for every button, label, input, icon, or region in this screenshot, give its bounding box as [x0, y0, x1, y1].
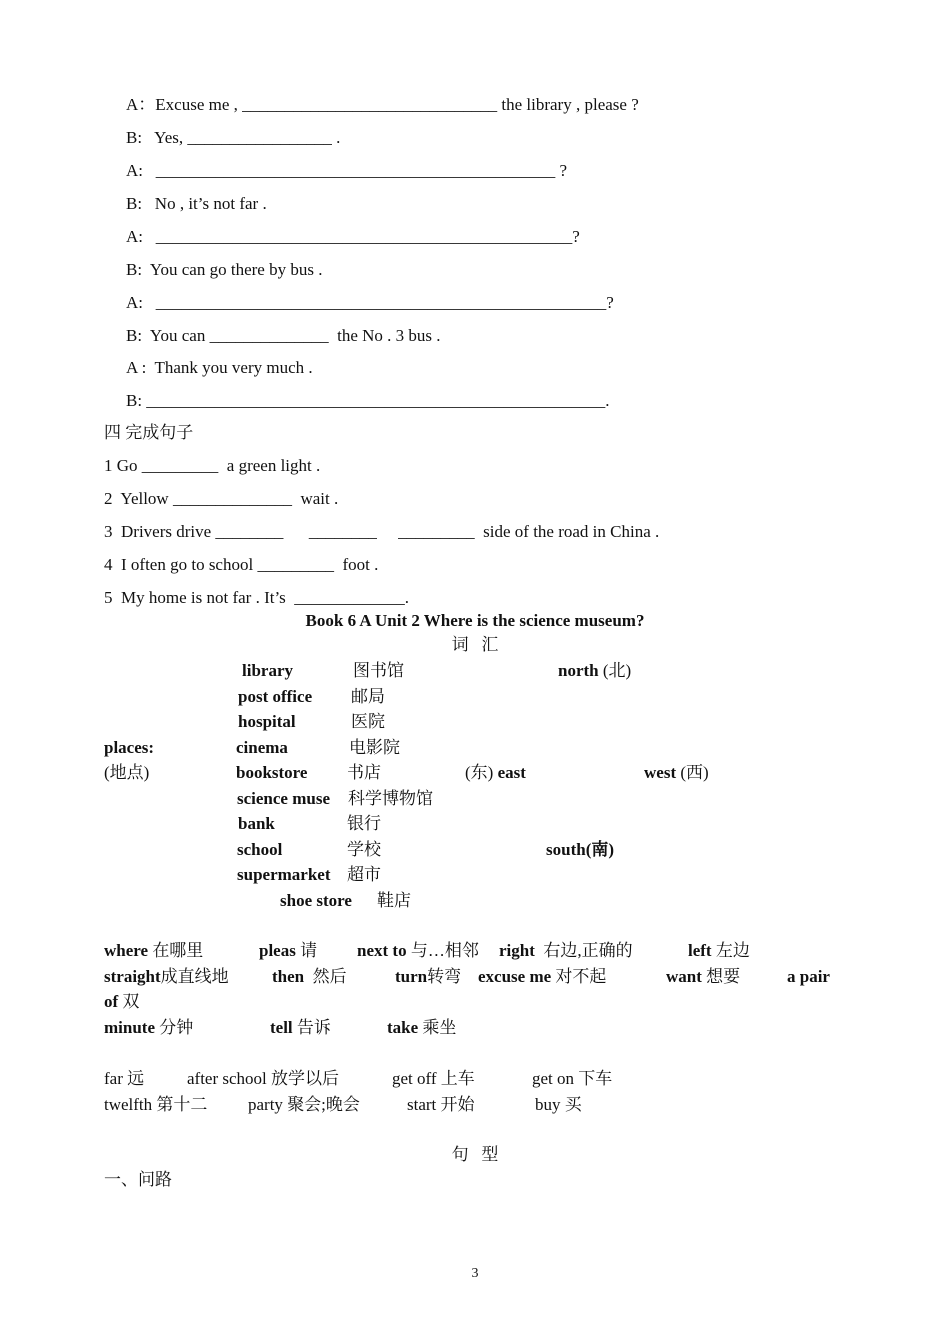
- place-zh: 科学博物馆: [348, 789, 433, 808]
- section-heading: 四 完成句子: [104, 423, 194, 442]
- word-zh: 与…相邻: [410, 941, 479, 960]
- word-entry: [104, 1018, 193, 1038]
- word-en: excuse me: [478, 967, 552, 986]
- word-en: next to: [357, 941, 407, 960]
- word-entry: [259, 941, 317, 961]
- word-entry: [666, 967, 740, 987]
- word-zh: 告诉: [296, 1018, 331, 1037]
- dialogue-line: B: No , it’s not far .: [126, 194, 267, 213]
- word-entry: [395, 967, 461, 987]
- word-entry: [104, 967, 229, 987]
- dialogue-line: A: _______________________________________________ ?: [126, 161, 568, 180]
- word-zh: 右边,正确的: [543, 941, 633, 960]
- direction-north: [558, 661, 631, 681]
- word-entry: [357, 941, 479, 961]
- word-zh: 分钟: [159, 1018, 194, 1037]
- places-label-zh: (地点): [104, 763, 150, 782]
- dialogue-line: B: Yes, _________________ .: [126, 128, 341, 147]
- dialogue-line: A: _________________________________________________?: [126, 227, 580, 246]
- word-en: minute: [104, 1018, 155, 1037]
- word-en: left: [688, 941, 712, 960]
- word-en: want: [666, 967, 702, 986]
- direction-zh: (西): [680, 763, 709, 782]
- place-en: bookstore: [236, 763, 308, 782]
- direction-en: west: [644, 763, 677, 782]
- place-zh: 医院: [351, 712, 385, 731]
- place-zh: 学校: [347, 840, 381, 859]
- word-entry: [499, 941, 633, 961]
- direction-east: [465, 763, 526, 783]
- direction-en: south: [546, 840, 586, 859]
- word-en: take: [387, 1018, 419, 1037]
- place-en: library: [242, 661, 293, 680]
- place-zh: 电影院: [349, 738, 400, 757]
- word-en: get on: [532, 1069, 575, 1088]
- direction-west: [644, 763, 709, 783]
- word-entry: [104, 1069, 144, 1089]
- word-entry: [248, 1095, 360, 1115]
- dialogue-line: B: You can go there by bus .: [126, 260, 323, 279]
- word-en: far: [104, 1069, 123, 1088]
- direction-south: [546, 840, 614, 860]
- word-en: turn: [395, 967, 428, 986]
- direction-en: east: [497, 763, 526, 782]
- word-entry: [270, 1018, 331, 1038]
- word-entry: [392, 1069, 475, 1089]
- word-en: tell: [270, 1018, 293, 1037]
- dialogue-line: B: You can ______________ the No . 3 bus .: [126, 326, 441, 345]
- place-en: hospital: [238, 712, 296, 731]
- word-entry: [104, 941, 203, 961]
- vocab-heading: 词 汇: [451, 635, 499, 654]
- place-en: science muse: [237, 789, 331, 808]
- word-entry: [532, 1069, 612, 1089]
- word-zh: 对不起: [555, 967, 607, 986]
- word-entry: [688, 941, 750, 961]
- word-entry: [272, 967, 347, 987]
- word-zh: 远: [127, 1069, 145, 1088]
- sub-heading: 一、问路: [104, 1170, 172, 1189]
- word-entry: [535, 1095, 582, 1115]
- word-zh: 在哪里: [152, 941, 204, 960]
- exercise-item: 2 Yellow ______________ wait .: [104, 489, 339, 508]
- word-en: where: [104, 941, 149, 960]
- dialogue-line: A：Excuse me , ______________________________ the library , please ?: [126, 95, 639, 114]
- place-en: bank: [238, 814, 275, 833]
- word-entry: [407, 1095, 475, 1115]
- places-label: places:: [104, 738, 155, 757]
- dialogue-line: B: ______________________________________________________.: [126, 391, 610, 410]
- word-entry: [187, 1069, 339, 1089]
- word-en: twelfth: [104, 1095, 153, 1114]
- direction-zh: (北): [602, 661, 632, 680]
- word-zh: 放学以后: [271, 1069, 340, 1088]
- place-en: cinema: [236, 738, 288, 757]
- word-en: after school: [187, 1069, 267, 1088]
- word-zh: 上车: [440, 1069, 475, 1088]
- place-zh: 图书馆: [353, 661, 404, 680]
- place-zh: 银行: [347, 814, 381, 833]
- word-zh: 聚会;晚会: [287, 1095, 360, 1114]
- word-en: of: [104, 992, 119, 1011]
- place-zh: 超市: [347, 865, 381, 884]
- place-zh: 鞋店: [377, 891, 411, 910]
- place-en: supermarket: [237, 865, 331, 884]
- word-zh: 请: [300, 941, 318, 960]
- exercise-item: 3 Drivers drive ________ ________ _________ side of the road in China .: [104, 522, 660, 541]
- word-entry: [478, 967, 606, 987]
- place-en: shoe store: [280, 891, 352, 910]
- word-zh: 第十二: [156, 1095, 208, 1114]
- place-zh: 邮局: [351, 687, 385, 706]
- word-zh: 买: [564, 1095, 582, 1114]
- dialogue-line: A : Thank you very much .: [126, 358, 313, 377]
- word-zh: 想要: [706, 967, 741, 986]
- word-entry: [104, 1095, 207, 1115]
- word-en: start: [407, 1095, 437, 1114]
- word-zh: 乘坐: [422, 1018, 457, 1037]
- word-en: party: [248, 1095, 283, 1114]
- word-zh: 转弯: [427, 967, 462, 986]
- place-en: post office: [238, 687, 313, 706]
- word-en: pleas: [259, 941, 296, 960]
- word-en: straight: [104, 967, 161, 986]
- exercise-item: 1 Go _________ a green light .: [104, 456, 321, 475]
- word-zh: 成直线地: [160, 967, 229, 986]
- word-zh: 左边: [715, 941, 750, 960]
- word-zh: 下车: [578, 1069, 613, 1088]
- place-zh: 书店: [347, 763, 381, 782]
- page-number: 3: [471, 1266, 479, 1281]
- place-en: school: [237, 840, 283, 859]
- word-entry: [104, 992, 139, 1012]
- word-entry: [387, 1018, 456, 1038]
- word-zh: 双: [122, 992, 140, 1011]
- word-en: a pair: [787, 967, 830, 986]
- direction-zh: (南): [585, 840, 615, 859]
- word-zh: 开始: [440, 1095, 475, 1114]
- unit-title: Book 6 A Unit 2 Where is the science museum?: [305, 611, 645, 630]
- word-zh: 然后: [312, 967, 347, 986]
- word-en: right: [499, 941, 535, 960]
- word-en: get off: [392, 1069, 437, 1088]
- direction-zh: (东): [465, 763, 494, 782]
- exercise-item: 5 My home is not far . It’s _____________.: [104, 588, 410, 607]
- word-en: buy: [535, 1095, 561, 1114]
- exercise-item: 4 I often go to school _________ foot .: [104, 555, 379, 574]
- sentence-heading: 句 型: [451, 1145, 499, 1164]
- direction-en: north: [558, 661, 599, 680]
- word-en: then: [272, 967, 305, 986]
- dialogue-line: A: _____________________________________________________?: [126, 293, 614, 312]
